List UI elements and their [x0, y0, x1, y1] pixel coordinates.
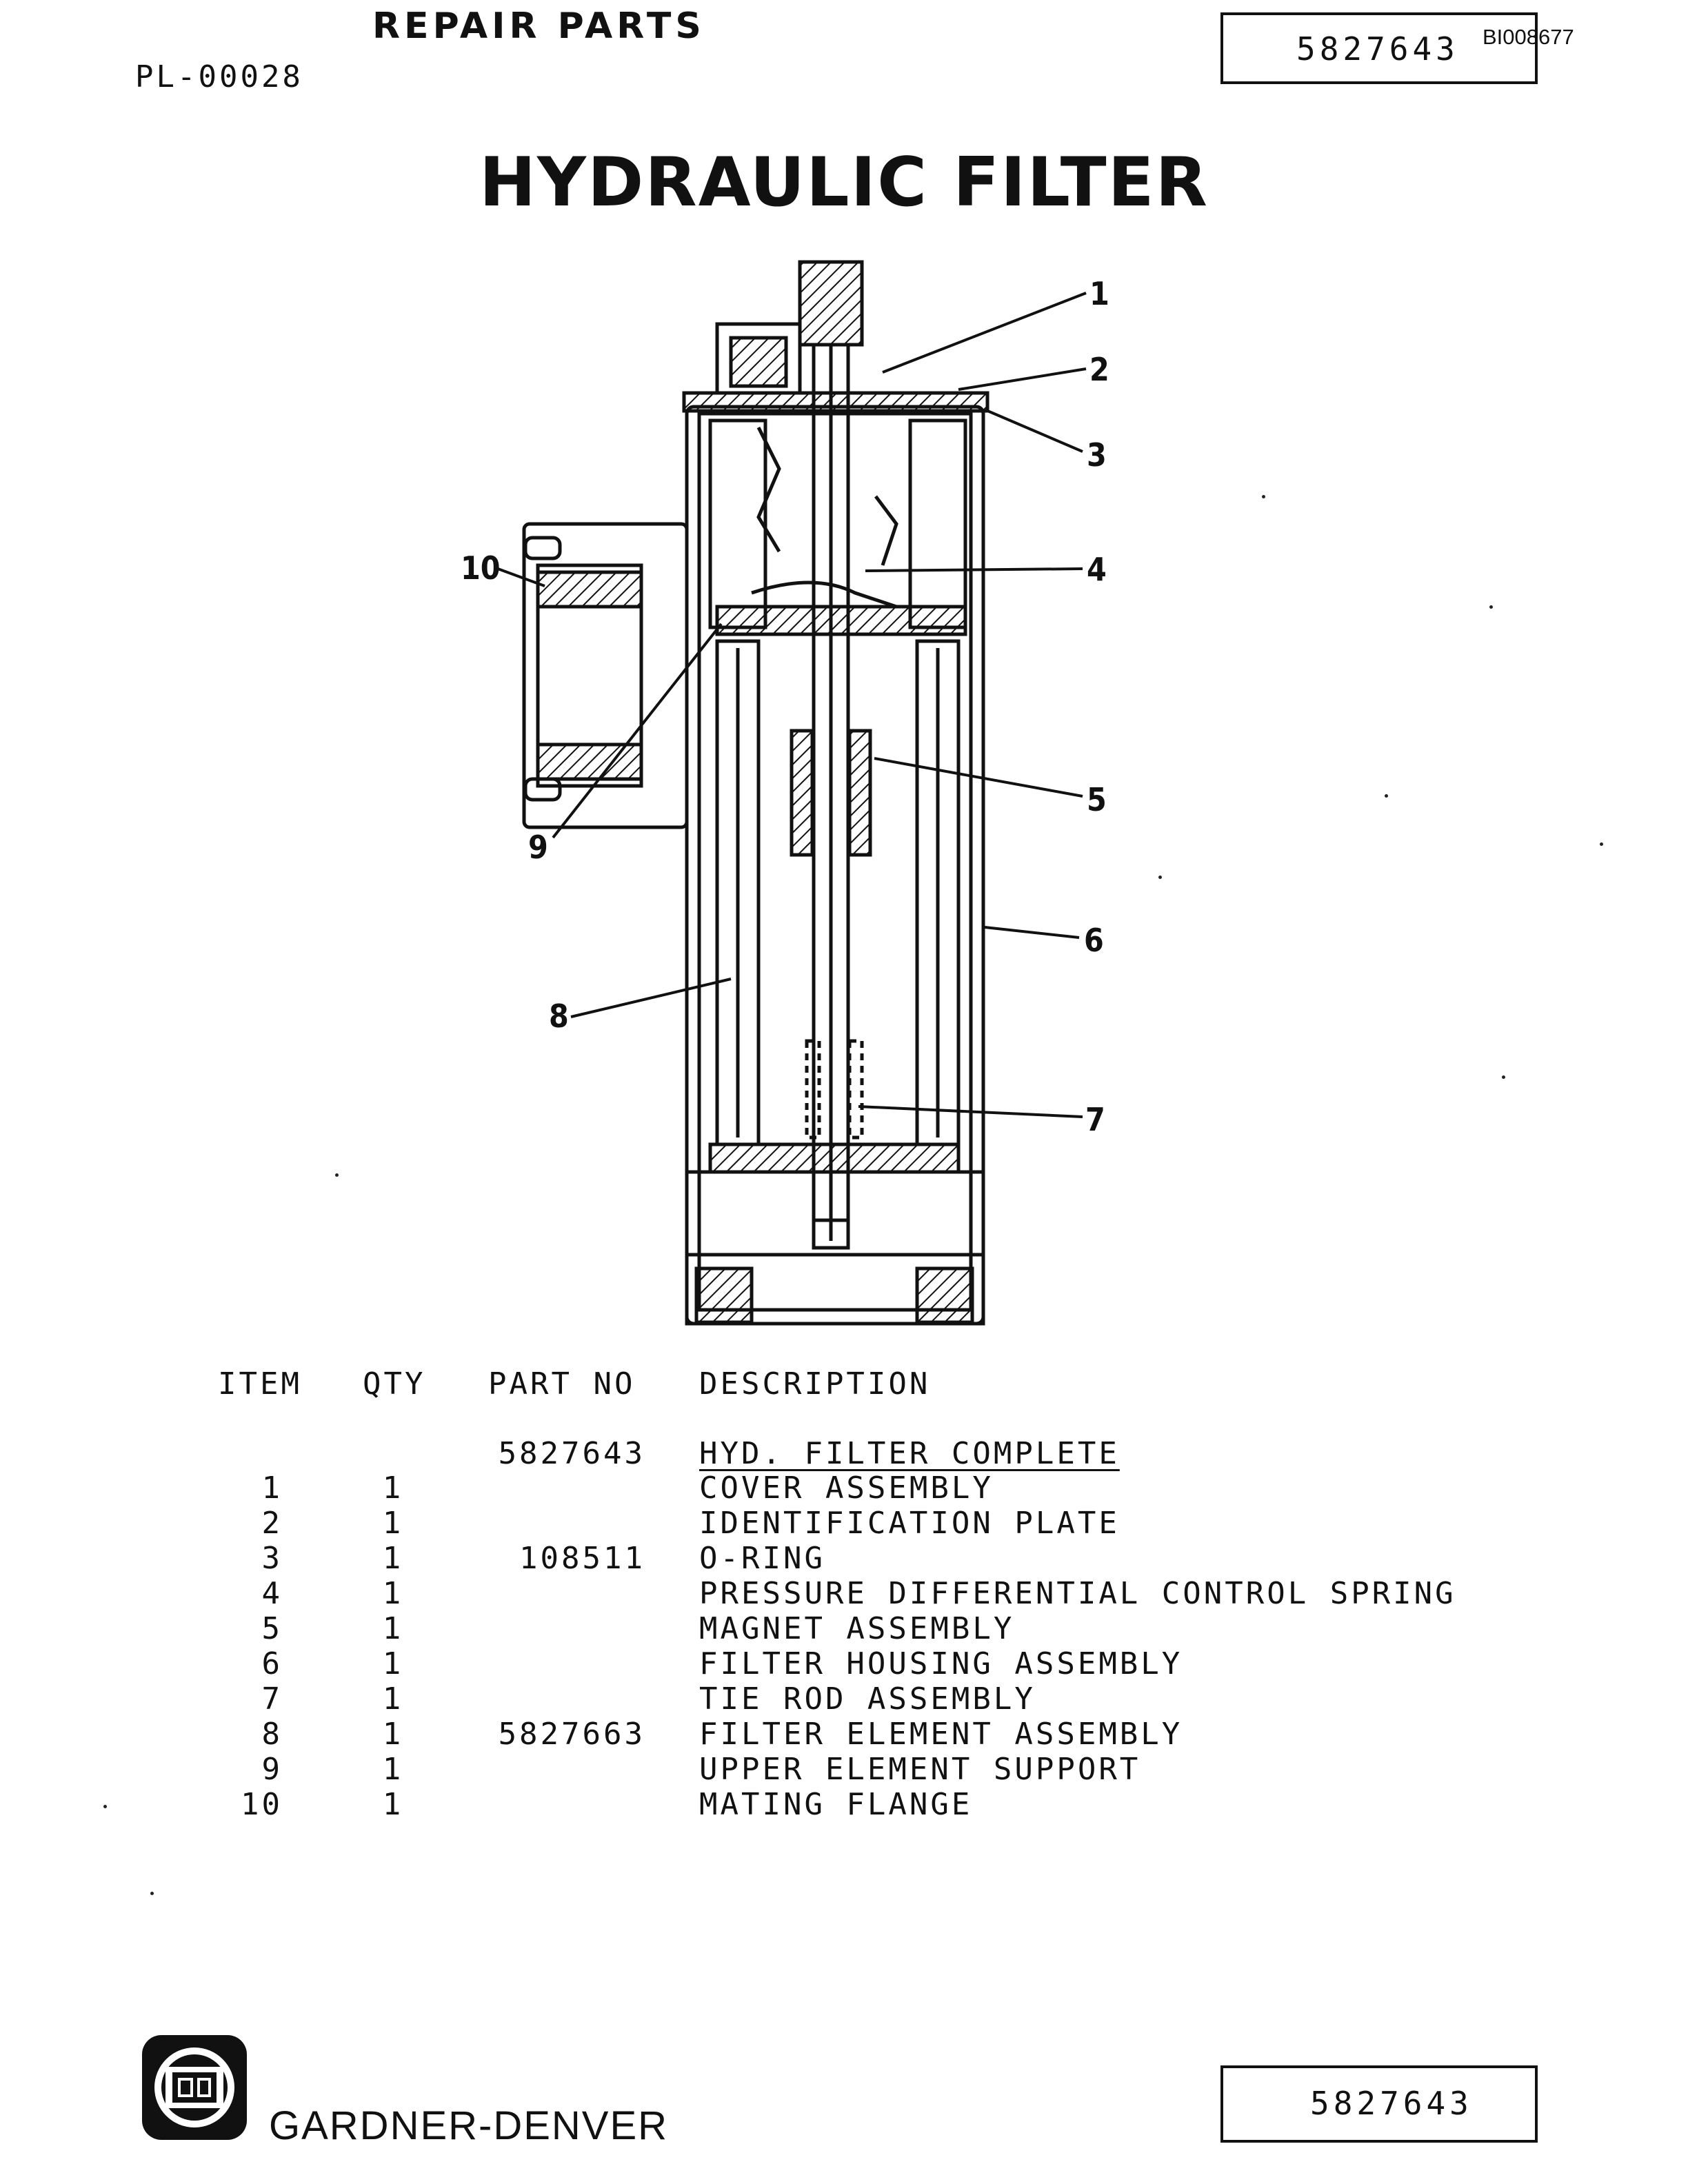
column-header-part-no: PART NO [488, 1366, 636, 1402]
hydraulic-filter-diagram [441, 255, 1145, 1344]
callout-4: 4 [1087, 551, 1107, 588]
table-row-qty: 1 [382, 1470, 404, 1506]
table-row-item: 4 [261, 1576, 283, 1611]
filter-cross-section [524, 262, 987, 1324]
scan-speck [335, 1173, 339, 1177]
callout-10: 10 [461, 549, 501, 587]
table-row-part-no: 108511 [519, 1541, 645, 1576]
table-row-part-no [483, 1752, 645, 1787]
table-row-description: FILTER HOUSING ASSEMBLY [699, 1646, 1183, 1681]
table-row-item: 2 [261, 1506, 283, 1541]
header-title: REPAIR PARTS [372, 6, 705, 47]
table-row-qty: 1 [382, 1752, 404, 1787]
callout-5: 5 [1087, 781, 1107, 818]
table-row-qty: 1 [382, 1541, 404, 1576]
table-row-qty: 1 [382, 1787, 404, 1822]
callout-leaders [498, 293, 1086, 1117]
table-row-qty: 1 [382, 1611, 404, 1646]
table-row-item: 5 [261, 1611, 283, 1646]
table-row-part-no [483, 1612, 645, 1646]
table-row-part-no [483, 1647, 645, 1681]
scan-speck [103, 1805, 107, 1808]
table-row-qty: 1 [382, 1506, 404, 1541]
scan-speck [1385, 794, 1388, 798]
scan-speck [1158, 876, 1162, 879]
callout-1: 1 [1089, 275, 1109, 312]
table-row-part-no [483, 1506, 645, 1541]
table-row-part-no: 5827663 [498, 1717, 645, 1752]
table-row-item: 3 [261, 1541, 283, 1576]
part-number-bottom: 5827643 [1310, 2085, 1473, 2122]
table-row-part-no [483, 1577, 645, 1611]
table-row-description: MAGNET ASSEMBLY [699, 1611, 1015, 1646]
table-row-part-no [483, 1788, 645, 1822]
table-row-item: 9 [261, 1752, 283, 1787]
page-title: HYDRAULIC FILTER [479, 143, 1209, 222]
gardner-denver-logo-icon [139, 2032, 250, 2143]
table-row-description: PRESSURE DIFFERENTIAL CONTROL SPRING [699, 1576, 1456, 1611]
assembly-part-no: 5827643 [498, 1436, 645, 1471]
table-row-description: UPPER ELEMENT SUPPORT [699, 1752, 1141, 1787]
table-row-description: IDENTIFICATION PLATE [699, 1506, 1120, 1541]
table-row-qty: 1 [382, 1681, 404, 1717]
reference-id: BI008677 [1483, 25, 1574, 49]
column-header-item: ITEM [218, 1366, 302, 1402]
scan-speck [1489, 605, 1493, 609]
table-row-item: 6 [261, 1646, 283, 1681]
table-row-item: 7 [261, 1681, 283, 1717]
callout-6: 6 [1084, 922, 1104, 959]
table-row-part-no [483, 1471, 645, 1506]
table-row-item: 8 [261, 1717, 283, 1752]
scan-speck [1262, 495, 1265, 498]
callout-3: 3 [1087, 436, 1107, 474]
document-code: PL-00028 [135, 59, 303, 94]
table-row-qty: 1 [382, 1576, 404, 1611]
table-row-item: 10 [241, 1787, 283, 1822]
scan-speck [1600, 842, 1603, 846]
table-row-qty: 1 [382, 1717, 404, 1752]
part-number-top: 5827643 [1296, 30, 1459, 68]
table-row-description: FILTER ELEMENT ASSEMBLY [699, 1717, 1183, 1752]
table-row-description: COVER ASSEMBLY [699, 1470, 994, 1506]
scan-speck [1502, 1075, 1505, 1079]
callout-9: 9 [528, 829, 548, 866]
column-header-description: DESCRIPTION [699, 1366, 931, 1402]
callout-8: 8 [549, 998, 569, 1035]
table-row-description: MATING FLANGE [699, 1787, 973, 1822]
table-row-description: TIE ROD ASSEMBLY [699, 1681, 1036, 1717]
callout-2: 2 [1089, 351, 1109, 388]
assembly-description: HYD. FILTER COMPLETE [699, 1436, 1120, 1471]
table-row-part-no [483, 1682, 645, 1717]
company-name: GARDNER-DENVER [269, 2103, 669, 2148]
table-row-item: 1 [261, 1470, 283, 1506]
table-row-qty: 1 [382, 1646, 404, 1681]
scan-speck [150, 1892, 154, 1895]
column-header-qty: QTY [363, 1366, 426, 1402]
callout-7: 7 [1085, 1101, 1105, 1138]
table-row-description: O-RING [699, 1541, 825, 1576]
